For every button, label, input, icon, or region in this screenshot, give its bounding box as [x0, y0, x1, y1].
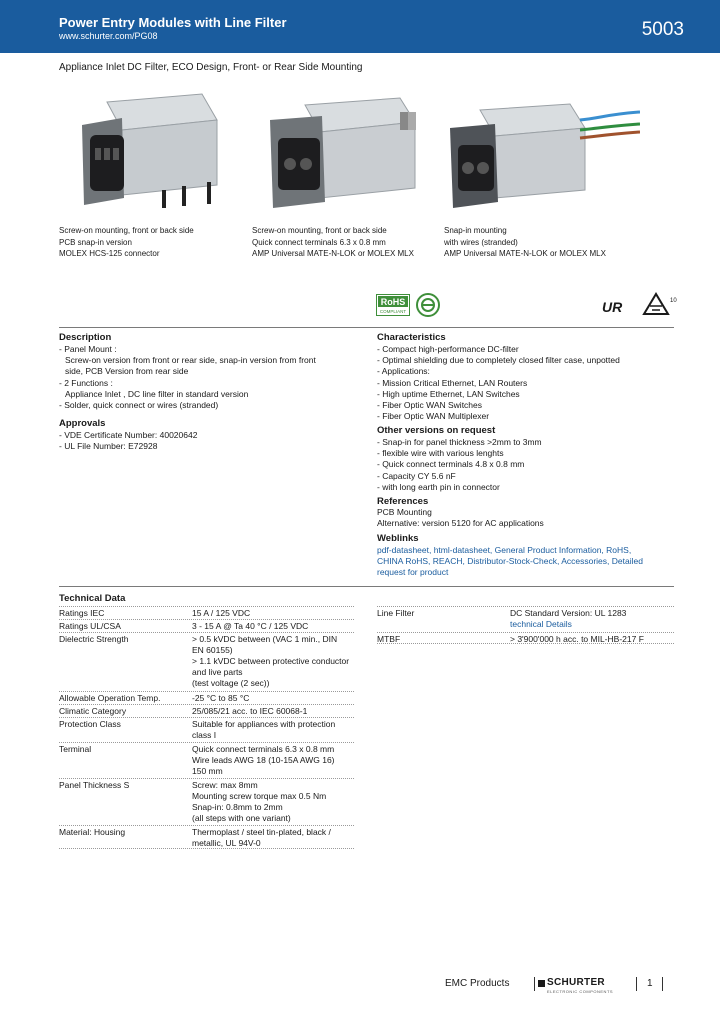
weblinks-heading: Weblinks [377, 533, 419, 544]
svg-text:RoHS: RoHS [380, 297, 406, 307]
description-heading: Description [59, 332, 112, 343]
technical-details-link[interactable]: technical Details [510, 619, 572, 629]
product-url[interactable]: www.schurter.com/PG08 [59, 31, 158, 41]
references-text: PCB Mounting Alternative: version 5120 for AC applications [377, 507, 544, 529]
references-heading: References [377, 496, 429, 507]
tech-row: Material: Housing Thermoplast / steel tin-plated, black / metallic, UL 94V-0 [59, 825, 354, 849]
approvals-heading: Approvals [59, 418, 106, 429]
document-title: Power Entry Modules with Line Filter [59, 15, 287, 30]
characteristics-text: - Compact high-performance DC-filter - Optimal shielding due to completely closed filter case, unpotted - Applications: - Mission Critical Ethernet, LAN Routers - High uptime Ethernet, LAN Switches - Fiber Optic WAN Switches - Fiber Optic WAN Multiplexer [377, 344, 620, 422]
tech-row: Line Filter DC Standard Version: UL 1283 technical Details [377, 606, 674, 631]
product-caption-2: Screw-on mounting, front or back side Quick connect terminals 6.3 x 0.8 mm AMP Universal MATE-N-LOK or MOLEX MLX [252, 226, 414, 258]
product-image-quick-connect-version [250, 90, 430, 220]
characteristics-heading: Characteristics [377, 332, 446, 343]
tech-row: Protection Class Suitable for appliances with protection class I [59, 717, 354, 741]
footer-separator [662, 977, 663, 991]
tech-row: Ratings IEC 15 A / 125 VDC [59, 606, 354, 618]
approvals-text: - VDE Certificate Number: 40020642 - UL File Number: E72928 [59, 430, 198, 452]
footer-brand: SCHURTER [547, 977, 605, 988]
svg-text:10: 10 [670, 298, 677, 304]
product-number: 5003 [641, 19, 684, 40]
tech-row: Climatic Category 25/085/21 acc. to IEC 60068-1 [59, 704, 354, 716]
section-divider [59, 327, 674, 328]
product-image-wire-version [440, 90, 640, 220]
product-caption-3: Snap-in mounting with wires (stranded) AMP Universal MATE-N-LOK or MOLEX MLX [444, 226, 606, 258]
product-caption-1: Screw-on mounting, front or back side PCB snap-in version MOLEX HCS-125 connector [59, 226, 194, 258]
page-number: 1 [647, 978, 653, 989]
product-image-pcb-version [62, 90, 232, 220]
page-footer [0, 976, 720, 992]
tech-row: Allowable Operation Temp. -25 °C to 85 °C [59, 691, 354, 703]
tech-row: Ratings UL/CSA 3 - 15 A @ Ta 40 °C / 125 VDC [59, 619, 354, 631]
tech-row: Terminal Quick connect terminals 6.3 x 0.8 mm Wire leads AWG 18 (10-15A AWG 16) 150 mm [59, 742, 354, 777]
ul-recognized-logo [598, 298, 636, 316]
other-versions-heading: Other versions on request [377, 425, 496, 436]
tech-row: Dielectric Strength > 0.5 kVDC between (VAC 1 min., DIN EN 60155) > 1.1 kVDC between protective conductor and live parts (test voltage (2 sec)) [59, 632, 354, 690]
section-divider [59, 586, 674, 587]
svg-text:UR: UR [602, 299, 623, 315]
rohs-logo [376, 294, 410, 316]
china-rohs-logo [416, 292, 440, 318]
page-header [0, 0, 720, 53]
schurter-logo-icon [538, 980, 545, 987]
other-versions-text: - Snap-in for panel thickness >2mm to 3mm - flexible wire with various lenghts - Quick connect terminals 4.8 x 0.8 mm - Capacity CY 5.6 nF - with long earth pin in connector [377, 437, 542, 492]
tech-row: Panel Thickness S Screw: max 8mm Mounting screw torque max 0.5 Nm Snap-in: 0.8mm to 2mm (all steps with one variant) [59, 778, 354, 824]
footer-tagline: ELECTRONIC COMPONENTS [547, 989, 614, 994]
footer-separator [534, 977, 535, 991]
tech-row: MTBF > 3'900'000 h acc. to MIL-HB-217 F [377, 632, 674, 644]
vde-logo [640, 292, 680, 318]
document-subtitle: Appliance Inlet DC Filter, ECO Design, Front- or Rear Side Mounting [59, 62, 363, 73]
footer-section-name: EMC Products [445, 978, 510, 989]
weblinks-list[interactable]: pdf-datasheet, html-datasheet, General Product Information, RoHS, CHINA RoHS, REACH, Distributor-Stock-Check, Accessories, Detailed request for product [377, 545, 643, 578]
footer-separator [636, 977, 637, 991]
technical-data-heading: Technical Data [59, 593, 126, 604]
description-text: - Panel Mount : Screw-on version from front or rear side, snap-in version from front side, PCB Version from rear side - 2 Functions : Appliance Inlet , DC line filter in standard version - Solder, quick connect or wires (stranded) [59, 344, 316, 411]
svg-text:COMPLIANT: COMPLIANT [379, 309, 407, 314]
